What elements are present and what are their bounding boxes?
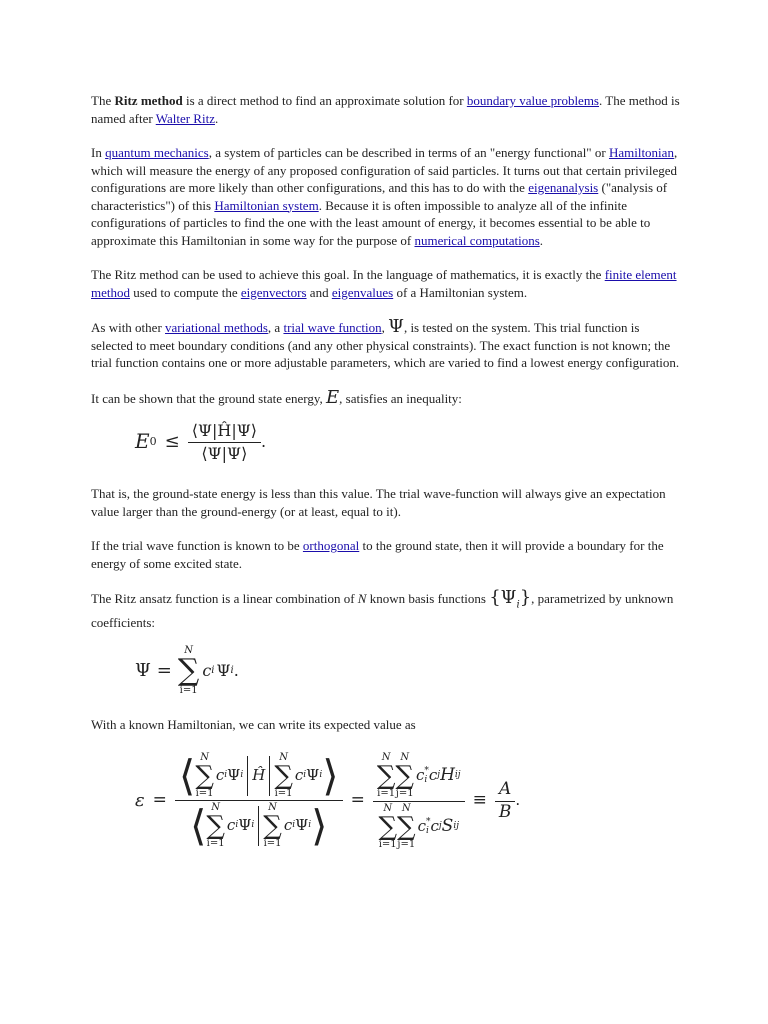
link-finite-element-method[interactable]: finite element method [91, 267, 677, 300]
eq3-end: . [515, 791, 521, 810]
eq3-psi: Ψ [238, 816, 252, 835]
eq3-sigma: ∑ [378, 811, 397, 842]
text: is a direct method to find an approximate solution for [182, 93, 467, 108]
text: The [91, 93, 115, 108]
math-basis-set [489, 587, 532, 611]
eq3-psi-sub: i [308, 820, 312, 831]
eq3-sigma: ∑ [206, 811, 225, 842]
text: . [539, 232, 544, 248]
bold-term-ritz-method: Ritz method [114, 93, 183, 108]
link-variational-methods[interactable]: variational methods [165, 320, 268, 335]
eq3-c: c [226, 816, 236, 835]
eq3-sum-num-right [274, 753, 293, 799]
math-basis-open: {Ψ [489, 587, 517, 608]
equation-linear-combination [91, 638, 681, 704]
eq3-cstar: c [417, 816, 426, 835]
eq3-lower-j: j=1 [397, 838, 416, 850]
math-basis-close: } [519, 587, 532, 608]
paragraph-ansatz [91, 589, 681, 632]
eq3-rel: = [350, 790, 365, 811]
eq3-cj-sub: j [437, 769, 441, 780]
eq3-cj: c [428, 765, 438, 784]
eq3-close-angle: ⟩ [311, 801, 328, 851]
eq3-bar [258, 806, 259, 846]
eq3-psi: Ψ [306, 766, 320, 785]
equation-expected-value [91, 741, 681, 861]
eq3-cstar-sup: * [424, 765, 429, 776]
eq3-cj-sub: j [438, 820, 442, 831]
eq3-lower-i: i=1 [378, 838, 397, 850]
eq2-sum-sigma: ∑ [177, 652, 200, 688]
eq3-upper: N [400, 751, 410, 763]
eq2-sum-upper: N [184, 644, 193, 656]
text: and [306, 284, 332, 300]
text: of a Hamiltonian system. [393, 284, 528, 300]
link-walter-ritz[interactable]: Walter Ritz [155, 110, 215, 126]
link-boundary-value-problems[interactable]: boundary value problems [466, 93, 599, 108]
eq3-lower-j: j=1 [395, 787, 414, 799]
math-energy-e: E [326, 386, 340, 408]
link-numerical-computations[interactable]: numerical computations [414, 232, 540, 248]
paragraph-variational [91, 318, 681, 372]
eq2-sum [178, 646, 199, 696]
eq3-hhat: Ĥ [252, 766, 266, 785]
eq3-upper: N [268, 802, 277, 814]
eq-numerator: ⟨Ψ|Ĥ|Ψ⟩ [188, 422, 261, 443]
eq2-end: . [233, 660, 239, 680]
eq3-h: H [440, 764, 455, 785]
link-hamiltonian[interactable]: Hamiltonian [608, 145, 674, 160]
eq3-c-sub: i [235, 820, 239, 831]
eq-denominator: ⟨Ψ|Ψ⟩ [201, 443, 248, 463]
math-n: N [357, 591, 367, 606]
eq2-c: c [202, 660, 212, 680]
eq2-lhs: Ψ [135, 659, 151, 681]
eq3-sigma: ∑ [274, 761, 293, 792]
eq3-open-angle: ⟨ [189, 801, 207, 851]
equation-inequality [91, 413, 681, 471]
link-eigenanalysis[interactable]: eigenanalysis [528, 180, 599, 195]
eq3-psi-sub: i [251, 820, 255, 831]
paragraph-expectation [91, 485, 681, 520]
text: , a system of particles can be described in terms of an "energy functional" or [208, 145, 609, 160]
eq3-upper: N [211, 802, 221, 814]
eq-rel: ≤ [164, 431, 180, 453]
eq3-sum-j [395, 753, 414, 799]
eq3-bar [247, 756, 248, 796]
eq3-psi-sub: i [240, 770, 244, 781]
eq3-bar [269, 756, 270, 796]
text: used to compute the [130, 284, 241, 300]
paragraph-intro [91, 92, 681, 127]
eq3-braket-numerator [175, 753, 343, 801]
text: If the trial wave function is known to be [91, 538, 303, 553]
link-eigenvectors[interactable]: eigenvectors [240, 284, 307, 300]
text: As with other [91, 320, 166, 335]
eq3-c: c [283, 816, 293, 835]
eq3-s: S [441, 815, 454, 836]
eq3-h-sub: ij [454, 769, 461, 780]
eq2-c-sub: i [211, 664, 215, 676]
article-body [91, 92, 681, 861]
eq3-close-angle: ⟩ [322, 751, 339, 801]
eq3-sum-i [378, 804, 397, 850]
link-eigenvalues[interactable]: eigenvalues [331, 284, 394, 300]
link-trial-wave-function[interactable]: trial wave function [283, 320, 382, 335]
text: The Ritz ansatz function is a linear combination of [91, 591, 358, 606]
eq3-fraction-matrix [373, 753, 465, 850]
text: to the ground state, then it will provide a boundary for the energy of some excited state. [91, 538, 664, 571]
eq3-sum-j [397, 804, 416, 850]
math-basis-sub: i [516, 599, 520, 611]
link-quantum-mechanics[interactable]: quantum mechanics [105, 145, 209, 160]
link-orthogonal[interactable]: orthogonal [302, 538, 360, 553]
eq3-sigma: ∑ [376, 760, 396, 791]
eq3-braket-denominator [186, 801, 332, 849]
eq3-psi: Ψ [295, 816, 309, 835]
eq3-lower: i=1 [274, 788, 293, 800]
eq3-psi-sub: i [319, 770, 323, 781]
eq-lhs-sub: 0 [149, 435, 157, 449]
eq3-lower-i: i=1 [377, 787, 396, 799]
eq3-cstar: c [415, 765, 425, 784]
text: It can be shown that the ground state energy, [91, 390, 327, 406]
eq3-lower: i=1 [263, 838, 282, 850]
text: , parametrized by unknown coefficients: [91, 591, 674, 631]
text: . The method is named after [91, 93, 680, 126]
eq3-cstar-sup: * [425, 816, 431, 827]
text: In [91, 145, 106, 160]
paragraph-finite-element [91, 266, 681, 301]
eq-end: . [260, 432, 267, 452]
eq3-cstar-sub: i [424, 774, 428, 785]
eq3-upper: N [383, 802, 393, 814]
eq3-fraction-ab [495, 781, 516, 821]
eq3-s-sub: ij [453, 820, 459, 831]
eq3-matrix-numerator [373, 753, 465, 802]
text: . Because it is often impossible to analyze all of the infinite configurations of particles to find the one with the least amount of energy, it becomes essential to be able to approximate this Hamiltonian in some way for the purpose of [91, 197, 651, 248]
text: , a [267, 320, 284, 335]
text: The Ritz method can be used to achieve this goal. In the language of mathematics, it is exactly the [91, 267, 605, 282]
eq3-c: c [215, 766, 225, 785]
text: ("analysis of characteristics") of this [91, 180, 668, 213]
math-psi: Ψ [388, 316, 404, 337]
eq3-rel: = [152, 790, 167, 811]
eq3-b: B [498, 801, 512, 822]
eq3-sigma: ∑ [395, 760, 414, 791]
text: With a known Hamiltonian, we can write its expected value as [91, 716, 416, 732]
eq3-cj: c [430, 816, 439, 835]
eq3-lhs: ε [135, 790, 145, 812]
text: known basis functions [366, 591, 490, 606]
eq-fraction [188, 422, 261, 462]
eq3-c-sub: i [303, 770, 307, 781]
eq3-cstar-sub: i [425, 825, 429, 836]
text: , satisfies an inequality: [339, 390, 462, 406]
eq3-open-angle: ⟨ [178, 751, 196, 801]
text: . [214, 110, 219, 126]
eq3-upper: N [401, 802, 411, 814]
eq3-lower: i=1 [195, 788, 214, 800]
eq3-sigma: ∑ [263, 811, 282, 842]
eq3-upper: N [200, 752, 209, 764]
text: , which will measure the energy of any proposed configuration of said particles. It turns out that certain privileged configurations are more likely than other configurations, and this has to do with the [91, 145, 678, 195]
text: , [381, 320, 389, 335]
paragraph-ground-state [91, 386, 681, 408]
eq3-upper: N [279, 752, 288, 764]
eq3-sigma: ∑ [195, 761, 214, 792]
eq2-psi: Ψ [216, 660, 231, 680]
eq3-sigma: ∑ [397, 811, 416, 842]
eq3-matrix-denominator [374, 802, 463, 850]
eq3-a: A [495, 781, 515, 802]
paragraph-orthogonal [91, 537, 681, 572]
paragraph-quantum [91, 144, 681, 249]
eq2-psi-sub: i [230, 664, 234, 676]
eq3-c: c [294, 766, 304, 785]
eq3-upper: N [381, 751, 391, 763]
eq3-equiv: ≡ [472, 790, 487, 811]
eq2-sum-lower: i=1 [179, 684, 198, 696]
eq3-psi: Ψ [227, 766, 241, 785]
eq3-c-sub: i [292, 820, 296, 831]
link-hamiltonian-system[interactable]: Hamiltonian system [214, 197, 319, 213]
eq2-rel: = [156, 659, 172, 681]
eq3-fraction-braket [175, 753, 343, 849]
eq3-sum-num-left [195, 753, 214, 799]
eq3-c-sub: i [224, 770, 228, 781]
eq3-sum-i [377, 753, 396, 799]
text: That is, the ground-state energy is less than this value. The trial wave-function will always give an expectation value larger than the ground-energy (or at least, equal to it). [91, 486, 666, 519]
paragraph-expected-value [91, 716, 681, 734]
text: , is tested on the system. This trial function is selected to meet boundary conditions (and any other physical constraints). The exact function is not known; the trial function contains one or more adjustable parameters, which are varied to find a lowest energy configuration. [91, 320, 680, 370]
eq-lhs: E [135, 429, 150, 454]
eq3-sum-den-left [206, 803, 225, 849]
eq3-sum-den-right [263, 803, 282, 849]
eq3-lower: i=1 [206, 838, 225, 850]
